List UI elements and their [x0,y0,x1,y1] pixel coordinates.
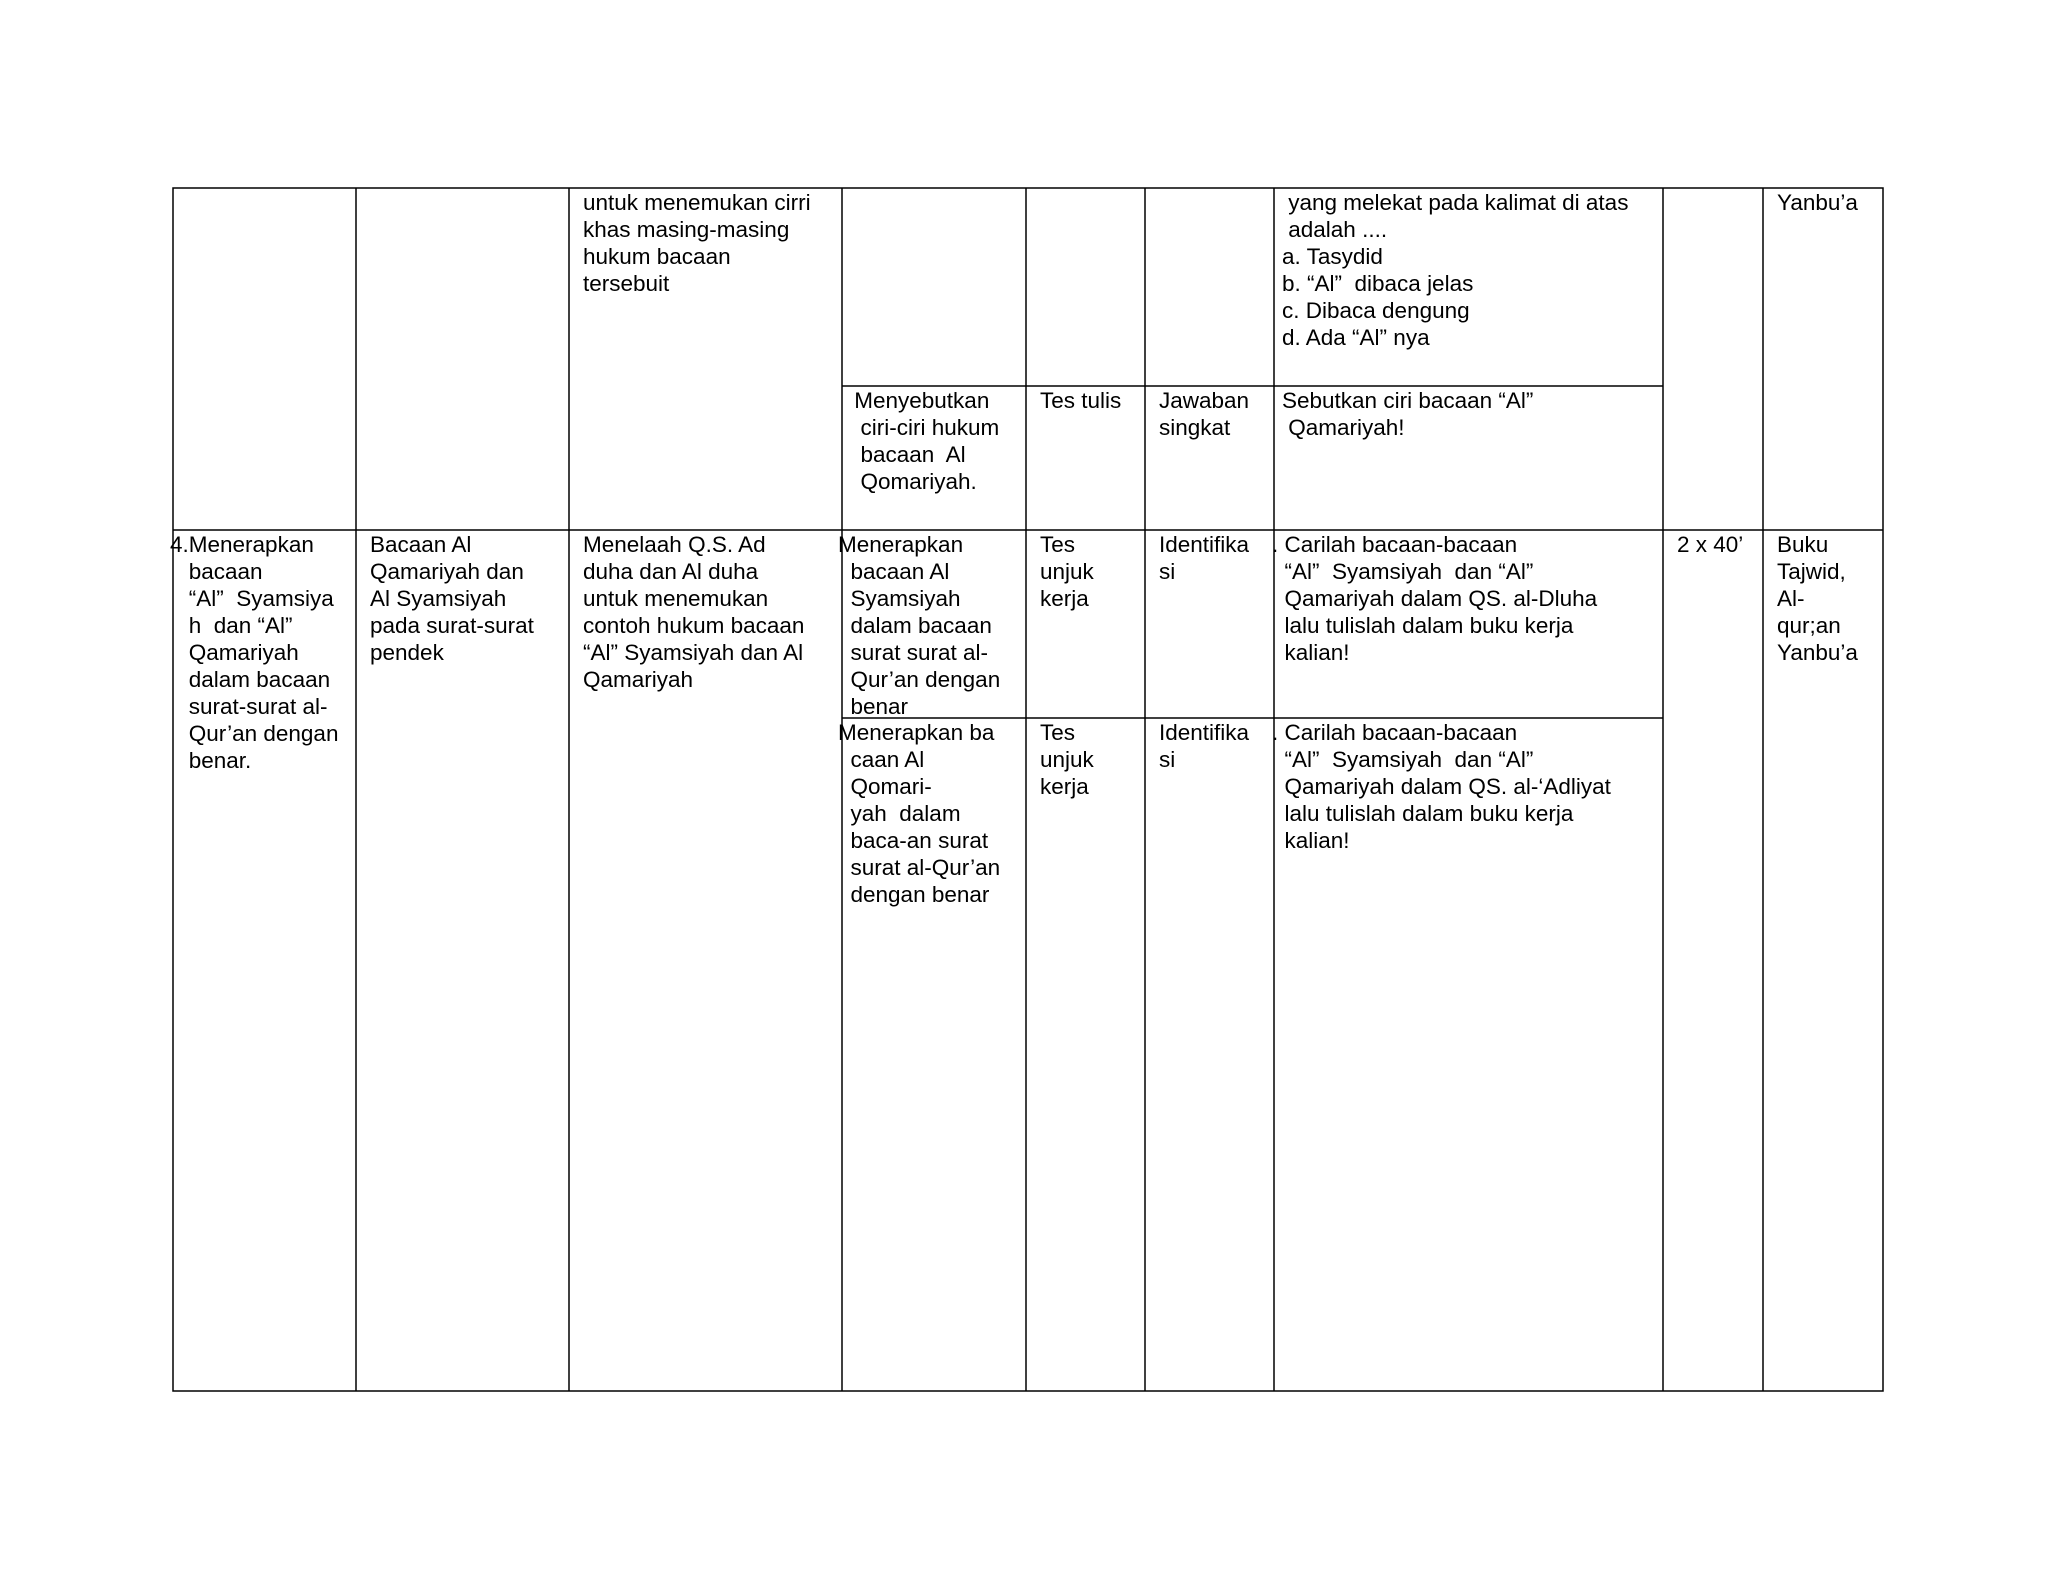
row2-material: Bacaan Al Qamariyah dan Al Syamsiyah pada surat-surat pendek [370,532,534,665]
row2-competency: 4.Menerapkan bacaan “Al” Syamsiya h dan “Al” Qamariyah dalam bacaan surat-surat al- Qur’an dengan benar. [170,532,339,773]
row2-form-a: Identifika si [1159,532,1250,584]
row1-question-a: yang melekat pada kalimat di atas adalah .... a. Tasydid b. “Al” dibaca jelas c. Dibaca dengung d. Ada “Al” nya [1282,190,1629,350]
row2-technique-b: Tes unjuk kerja [1040,720,1094,799]
row1-activity: untuk menemukan cirri khas masing-masing hukum bacaan tersebuit [583,190,811,296]
row2-source: Buku Tajwid, Al- qur;an Yanbu’a [1777,532,1858,665]
row1-indicator-b: Menyebutkan ciri-ciri hukum bacaan Al Qomariyah. [854,388,1000,494]
row1-technique-b: Tes tulis [1040,388,1122,413]
row2-question-b: . Carilah bacaan-bacaan “Al” Syamsiyah dan “Al” Qamariyah dalam QS. al-‘Adliyat lalu tulislah dalam buku kerja kalian! [1272,720,1611,853]
row2-time: 2 x 40’ [1677,532,1744,557]
row2-question-a: . Carilah bacaan-bacaan “Al” Syamsiyah dan “Al” Qamariyah dalam QS. al-Dluha lalu tulislah dalam buku kerja kalian! [1272,532,1598,665]
row2-indicator-a: Menerapkan bacaan Al Syamsiyah dalam bacaan surat surat al- Qur’an dengan benar [838,532,1001,719]
row2-form-b: Identifika si [1159,720,1250,772]
row2-indicator-b: Menerapkan ba caan Al Qomari- yah dalam baca-an surat surat al-Qur’an dengan benar [838,720,1001,907]
row1-source: Yanbu’a [1777,190,1858,215]
table-border [173,188,1883,1391]
row2-technique-a: Tes unjuk kerja [1040,532,1094,611]
row1-question-b: Sebutkan ciri bacaan “Al” Qamariyah! [1282,388,1534,440]
row1-form-b: Jawaban singkat [1159,388,1250,440]
row2-activity: Menelaah Q.S. Ad duha dan Al duha untuk menemukan contoh hukum bacaan “Al” Syamsiyah dan Al Qamariyah [583,532,805,692]
